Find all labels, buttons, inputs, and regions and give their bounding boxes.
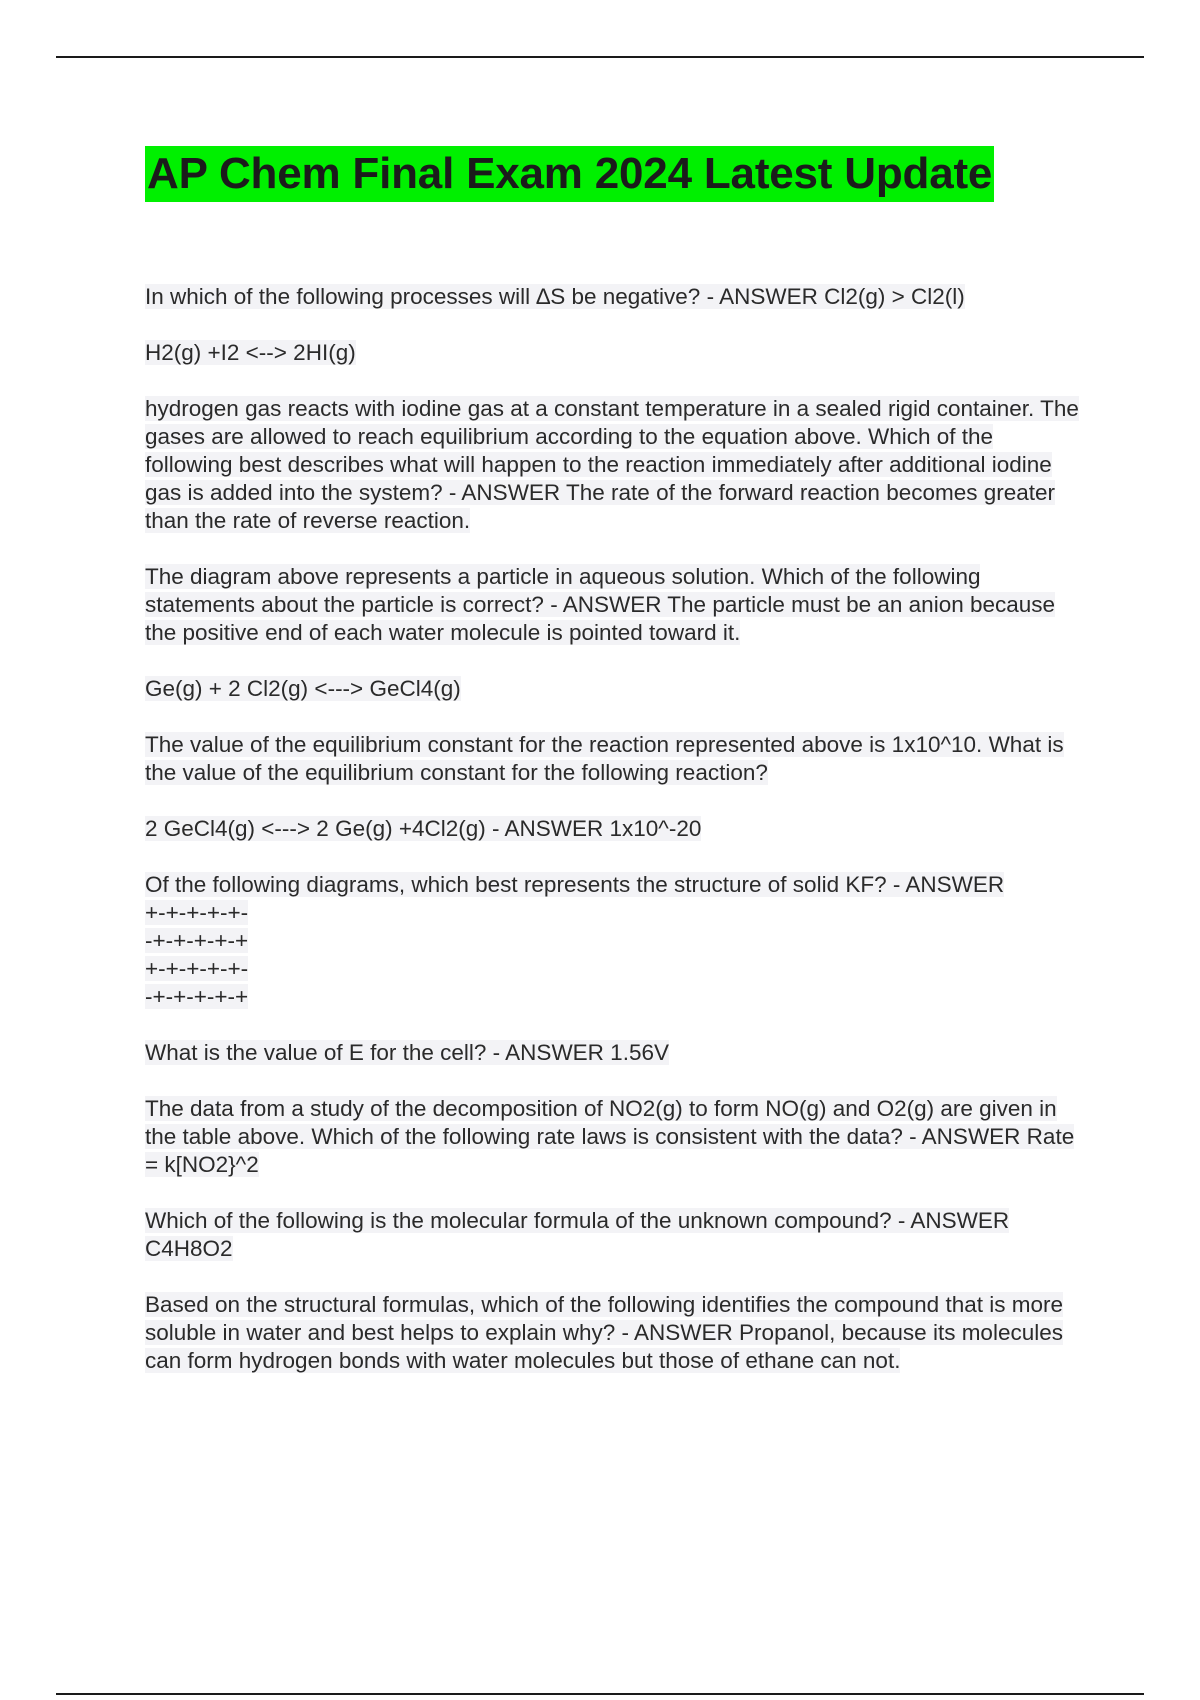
kf-pattern-line: -+-+-+-+-+ bbox=[145, 928, 249, 953]
title-highlight bbox=[145, 146, 994, 202]
qa-paragraph: The data from a study of the decomposition of NO2(g) to form NO(g) and O2(g) are given in the table above. Which of the following rate laws is consistent with the data? - ANSWER Rate = k[NO2}^2 bbox=[145, 1096, 1075, 1177]
document-title: AP Chem Final Exam 2024 Latest Update bbox=[147, 149, 993, 198]
qa-paragraph-kf: Of the following diagrams, which best represents the structure of solid KF? - ANSWER +-+-+-+-+- -+-+-+-+-+ +-+-+-+-+- -+-+-+-+-+ bbox=[145, 871, 1085, 1011]
qa-paragraph: The diagram above represents a particle in aqueous solution. Which of the following statements about the particle is correct? - ANSWER The particle must be an anion because the positive end of each water molecule is pointed toward it. bbox=[145, 564, 1056, 645]
qa-paragraph: What is the value of E for the cell? - ANSWER 1.56V bbox=[145, 1040, 669, 1065]
footer-rule bbox=[56, 1693, 1144, 1695]
kf-pattern-line: +-+-+-+-+- bbox=[145, 956, 249, 981]
kf-pattern-line: -+-+-+-+-+ bbox=[145, 984, 249, 1009]
qa-paragraph: The value of the equilibrium constant for the reaction represented above is 1x10^10. What is the value of the equilibrium constant for the following reaction? bbox=[145, 732, 1064, 785]
qa-paragraph: Ge(g) + 2 Cl2(g) <---> GeCl4(g) bbox=[145, 676, 461, 701]
qa-paragraph: Which of the following is the molecular formula of the unknown compound? - ANSWER C4H8O2 bbox=[145, 1208, 1010, 1261]
qa-paragraph: H2(g) +I2 <--> 2HI(g) bbox=[145, 340, 356, 365]
qa-paragraph: 2 GeCl4(g) <---> 2 Ge(g) +4Cl2(g) - ANSWER 1x10^-20 bbox=[145, 816, 702, 841]
qa-list bbox=[145, 283, 1085, 1403]
qa-paragraph: hydrogen gas reacts with iodine gas at a constant temperature in a sealed rigid container. The gases are allowed to reach equilibrium according to the equation above. Which of the following best describes what will happen to the reaction immediately after additional iodine gas is added into the system? - ANSWER The rate of the forward reaction becomes greater than the rate of reverse reaction. bbox=[145, 396, 1079, 533]
qa-paragraph: Based on the structural formulas, which of the following identifies the compound that is more soluble in water and best helps to explain why? - ANSWER Propanol, because its molecules can form hydrogen bonds with water molecules but those of ethane can not. bbox=[145, 1292, 1063, 1373]
qa-paragraph: In which of the following processes will ∆S be negative? - ANSWER Cl2(g) > Cl2(l) bbox=[145, 284, 965, 309]
header-rule bbox=[56, 56, 1144, 58]
kf-pattern-line: +-+-+-+-+- bbox=[145, 900, 249, 925]
